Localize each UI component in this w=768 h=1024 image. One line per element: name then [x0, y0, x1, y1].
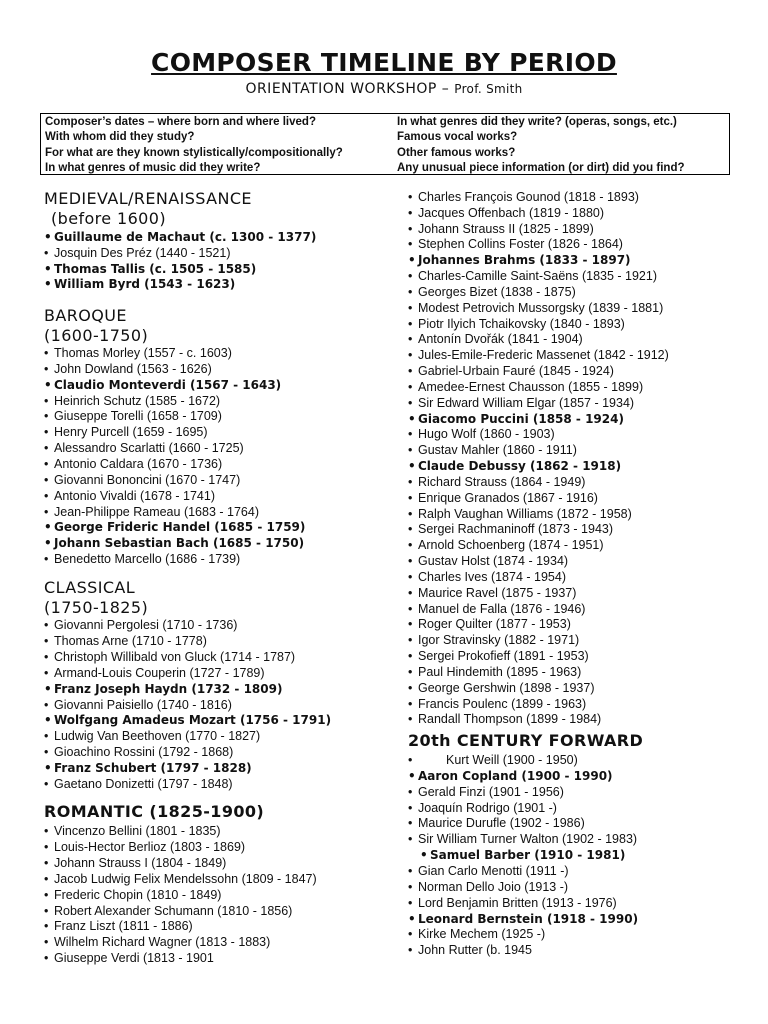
composer-entry: [44, 934, 270, 950]
composer-name: Antonio Caldara (1670 - 1736): [54, 456, 223, 471]
composer-entry: [44, 855, 226, 871]
composer-entry: [408, 926, 545, 942]
composer-entry: [408, 458, 621, 474]
author-label: Prof. Smith: [454, 82, 523, 96]
composer-name: Giovanni Bononcini (1670 - 1747): [54, 472, 241, 487]
composer-name: Kirke Mechem (1925 -): [418, 927, 546, 942]
composer-entry: [408, 300, 663, 316]
bullet-icon: •: [44, 919, 49, 934]
composer-name: Paul Hindemith (1895 - 1963): [418, 664, 582, 679]
bullet-icon: •: [408, 221, 413, 236]
composer-entry: [44, 728, 260, 744]
composer-entry: [408, 331, 583, 347]
question: With whom did they study?: [45, 131, 195, 144]
composer-name: Johann Strauss II (1825 - 1899): [418, 221, 594, 236]
bullet-icon: •: [44, 520, 52, 535]
composer-entry: [44, 229, 316, 245]
bullet-icon: •: [44, 681, 52, 696]
composer-entry: [408, 442, 577, 458]
composer-entry: [44, 245, 230, 261]
composer-entry: [44, 760, 252, 776]
composer-name: Samuel Barber (1910 - 1981): [430, 848, 626, 863]
composer-name: Maurice Ravel (1875 - 1937): [418, 585, 577, 600]
composer-name: Antonio Vivaldi (1678 - 1741): [54, 488, 215, 503]
workshop-label: ORIENTATION WORKSHOP –: [245, 81, 450, 97]
composer-name: Gerald Finzi (1901 - 1956): [418, 784, 564, 799]
bullet-icon: •: [408, 190, 413, 204]
composer-name: Kurt Weill (1900 - 1950): [446, 753, 578, 767]
composer-name: Thomas Arne (1710 - 1778): [54, 633, 207, 648]
composer-name: Gioachino Rossini (1792 - 1868): [54, 745, 234, 760]
bullet-icon: •: [44, 649, 49, 664]
bullet-icon: •: [408, 459, 416, 474]
composer-name: William Byrd (1543 - 1623): [54, 277, 236, 292]
bullet-icon: •: [408, 895, 413, 910]
composer-entry: [408, 879, 568, 895]
bullet-icon: •: [44, 377, 52, 392]
bullet-icon: •: [44, 903, 49, 918]
bullet-icon: •: [44, 887, 49, 902]
bullet-icon: •: [44, 777, 49, 791]
composer-entry: [44, 617, 237, 633]
bullet-icon: •: [44, 745, 49, 760]
composer-name: George Frideric Handel (1685 - 1759): [54, 520, 306, 535]
bullet-icon: •: [408, 696, 413, 711]
composer-name: Aaron Copland (1900 - 1990): [418, 768, 613, 783]
composer-name: Franz Joseph Haydn (1732 - 1809): [54, 681, 283, 696]
composer-entry: [44, 776, 233, 792]
bullet-icon: •: [44, 346, 49, 360]
composer-entry: [44, 261, 256, 277]
composer-name: Jules-Emile-Frederic Massenet (1842 - 1912): [418, 348, 669, 363]
bullet-icon: •: [44, 504, 49, 519]
composer-name: Leonard Bernstein (1918 - 1990): [418, 911, 639, 926]
composer-name: Jacob Ludwig Felix Mendelssohn (1809 - 1847): [54, 871, 317, 886]
bullet-icon: •: [44, 633, 49, 648]
composer-entry: [408, 632, 579, 648]
bullet-icon: •: [44, 425, 49, 440]
bullet-icon: •: [44, 456, 49, 471]
composer-name: Manuel de Falla (1876 - 1946): [418, 601, 586, 616]
heading-medieval: MEDIEVAL/RENAISSANCE: [44, 189, 252, 208]
composer-name: Claude Debussy (1862 - 1918): [418, 459, 622, 474]
heading-baroque-dates: (1600-1750): [44, 326, 149, 345]
bullet-icon: •: [408, 617, 413, 632]
composer-name: Robert Alexander Schumann (1810 - 1856): [54, 903, 293, 918]
composer-name: Johann Sebastian Bach (1685 - 1750): [54, 536, 305, 551]
bullet-icon: •: [408, 427, 413, 442]
research-questions-box: [40, 113, 730, 175]
composer-name: Stephen Collins Foster (1826 - 1864): [418, 237, 623, 252]
bullet-icon: •: [408, 348, 413, 363]
questions-right-column: [397, 115, 685, 176]
bullet-icon: •: [408, 943, 413, 958]
bullet-icon: •: [44, 230, 52, 244]
composer-entry: [408, 347, 669, 363]
composer-entry: [408, 521, 613, 537]
heading-classical: CLASSICAL: [44, 578, 136, 597]
bullet-icon: •: [44, 713, 52, 728]
composer-entry: [44, 950, 214, 966]
heading-baroque: BAROQUE: [44, 306, 127, 325]
bullet-icon: •: [408, 816, 413, 831]
composer-entry: [408, 696, 586, 712]
heading-twentieth-century: 20th CENTURY FORWARD: [408, 731, 644, 750]
composer-name: Charles-Camille Saint-Saëns (1835 - 1921): [418, 269, 658, 284]
bullet-icon: •: [44, 277, 52, 292]
composer-name: Guillaume de Machaut (c. 1300 - 1377): [54, 230, 317, 244]
bullet-icon: •: [44, 552, 49, 567]
bullet-icon: •: [408, 649, 413, 664]
questions-left-column: [45, 115, 343, 176]
bullet-icon: •: [44, 409, 49, 424]
composer-entry: [44, 519, 305, 535]
composer-entry: [44, 744, 233, 760]
composer-entry: [408, 268, 657, 284]
composer-entry: [44, 488, 215, 504]
heading-medieval-dates: (before 1600): [51, 209, 166, 228]
composer-name: Franz Schubert (1797 - 1828): [54, 761, 252, 776]
composer-name: Hugo Wolf (1860 - 1903): [418, 427, 555, 442]
composer-name: Randall Thompson (1899 - 1984): [418, 712, 602, 727]
composer-name: Gian Carlo Menotti (1911 -): [418, 863, 569, 878]
bullet-icon: •: [44, 935, 49, 950]
composer-entry: [408, 553, 568, 569]
bullet-icon: •: [408, 832, 413, 847]
composer-entry: [408, 648, 589, 664]
composer-entry: [408, 942, 532, 958]
composer-entry: [44, 472, 240, 488]
bullet-icon: •: [44, 361, 49, 376]
composer-name: Charles Ives (1874 - 1954): [418, 569, 566, 584]
composer-name: Giuseppe Verdi (1813 - 1901: [54, 951, 214, 966]
composer-entry: [408, 831, 637, 847]
bullet-icon: •: [44, 536, 52, 551]
composer-name: Jacques Offenbach (1819 - 1880): [418, 205, 605, 220]
composer-entry: [44, 393, 220, 409]
composer-name: Wolfgang Amadeus Mozart (1756 - 1791): [54, 713, 332, 728]
composer-entry: [408, 490, 598, 506]
bullet-icon: •: [408, 205, 413, 220]
bullet-icon: •: [44, 665, 49, 680]
composer-name: Roger Quilter (1877 - 1953): [418, 617, 571, 632]
composer-entry: [44, 504, 259, 520]
composer-name: Wilhelm Richard Wagner (1813 - 1883): [54, 935, 271, 950]
composer-entry: [44, 871, 317, 887]
composer-name: Norman Dello Joio (1913 -): [418, 879, 569, 894]
composer-entry: [408, 911, 638, 927]
question: Any unusual piece information (or dirt) did you find?: [397, 161, 685, 174]
bullet-icon: •: [408, 395, 413, 410]
bullet-icon: •: [408, 601, 413, 616]
composer-entry: [44, 345, 232, 361]
composer-name: Johann Strauss I (1804 - 1849): [54, 855, 227, 870]
bullet-icon: •: [408, 474, 413, 489]
question: In what genres of music did they write?: [45, 161, 261, 174]
bullet-icon: •: [408, 927, 413, 942]
question: Other famous works?: [397, 146, 516, 159]
bullet-icon: •: [44, 761, 52, 776]
composer-entry: [420, 847, 625, 863]
composer-entry: [408, 221, 594, 237]
composer-name: Louis-Hector Berlioz (1803 - 1869): [54, 839, 246, 854]
composer-entry: [44, 276, 235, 292]
bullet-icon: •: [408, 411, 416, 426]
composer-name: Antonín Dvořák (1841 - 1904): [418, 332, 583, 347]
composer-name: Igor Stravinsky (1882 - 1971): [418, 633, 580, 648]
composer-name: Sergei Prokofieff (1891 - 1953): [418, 649, 589, 664]
composer-entry: [44, 424, 208, 440]
heading-romantic: ROMANTIC (1825-1900): [44, 802, 265, 821]
composer-name: Josquin Des Préz (1440 - 1521): [54, 245, 231, 260]
heading-classical-dates: (1750-1825): [44, 598, 149, 617]
bullet-icon: •: [44, 855, 49, 870]
composer-entry: [408, 752, 578, 768]
composer-name: Sir Edward William Elgar (1857 - 1934): [418, 395, 635, 410]
composer-entry: [44, 440, 244, 456]
composer-entry: [408, 784, 564, 800]
composer-name: Giovanni Pergolesi (1710 - 1736): [54, 618, 238, 632]
composer-name: Maurice Durufle (1902 - 1986): [418, 816, 585, 831]
composer-entry: [408, 616, 571, 632]
composer-entry: [408, 316, 625, 332]
composer-name: Amedee-Ernest Chausson (1855 - 1899): [418, 379, 644, 394]
bullet-icon: •: [408, 538, 413, 553]
bullet-icon: •: [408, 585, 413, 600]
composer-entry: [44, 361, 212, 377]
composer-entry: [408, 537, 604, 553]
composer-name: Benedetto Marcello (1686 - 1739): [54, 552, 241, 567]
question: Composer’s dates – where born and where lived?: [45, 116, 316, 128]
composer-name: Alessandro Scarlatti (1660 - 1725): [54, 441, 244, 456]
composer-entry: [44, 408, 222, 424]
composer-entry: [408, 411, 624, 427]
composer-entry: [44, 712, 331, 728]
composer-name: Richard Strauss (1864 - 1949): [418, 474, 586, 489]
composer-entry: [44, 665, 265, 681]
composer-name: Giuseppe Torelli (1658 - 1709): [54, 409, 222, 424]
composer-entry: [408, 236, 623, 252]
bullet-icon: •: [408, 490, 413, 505]
bullet-icon: •: [408, 300, 413, 315]
composer-entry: [44, 456, 222, 472]
composer-name: Heinrich Schutz (1585 - 1672): [54, 393, 221, 408]
bullet-icon: •: [408, 753, 413, 767]
bullet-icon: •: [44, 393, 49, 408]
bullet-icon: •: [408, 911, 416, 926]
bullet-icon: •: [44, 472, 49, 487]
composer-entry: [408, 815, 585, 831]
bullet-icon: •: [408, 522, 413, 537]
composer-entry: [408, 252, 631, 268]
composer-name: Frederic Chopin (1810 - 1849): [54, 887, 222, 902]
composer-name: Thomas Morley (1557 - c. 1603): [54, 346, 232, 360]
bullet-icon: •: [408, 569, 413, 584]
composer-name: Enrique Granados (1867 - 1916): [418, 490, 598, 505]
page-title: COMPOSER TIMELINE BY PERIOD: [151, 48, 617, 77]
composer-entry: [408, 680, 594, 696]
composer-name: Gustav Mahler (1860 - 1911): [418, 443, 577, 458]
composer-name: Georges Bizet (1838 - 1875): [418, 284, 576, 299]
composer-entry: [44, 887, 221, 903]
bullet-icon: •: [44, 245, 49, 260]
composer-entry: [408, 585, 576, 601]
composer-name: Joaquín Rodrigo (1901 -): [418, 800, 557, 815]
composer-entry: [408, 426, 555, 442]
bullet-icon: •: [420, 848, 428, 863]
composer-entry: [408, 363, 614, 379]
composer-entry: [44, 681, 282, 697]
composer-entry: [44, 633, 207, 649]
bullet-icon: •: [44, 618, 49, 632]
composer-entry: [408, 474, 585, 490]
composer-name: Vincenzo Bellini (1801 - 1835): [54, 824, 221, 838]
bullet-icon: •: [408, 784, 413, 799]
composer-entry: [44, 839, 245, 855]
composer-entry: [408, 601, 585, 617]
composer-name: Charles François Gounod (1818 - 1893): [418, 190, 639, 204]
composer-entry: [408, 379, 643, 395]
composer-name: Johannes Brahms (1833 - 1897): [418, 253, 631, 268]
composer-entry: [408, 205, 604, 221]
composer-name: Gabriel-Urbain Fauré (1845 - 1924): [418, 364, 614, 379]
bullet-icon: •: [408, 863, 413, 878]
composer-entry: [44, 823, 221, 839]
bullet-icon: •: [408, 253, 416, 268]
composer-entry: [408, 569, 566, 585]
composer-name: Giacomo Puccini (1858 - 1924): [418, 411, 624, 426]
bullet-icon: •: [44, 488, 49, 503]
bullet-icon: •: [44, 871, 49, 886]
composer-entry: [408, 189, 639, 205]
bullet-icon: •: [408, 364, 413, 379]
composer-name: Gustav Holst (1874 - 1934): [418, 554, 569, 569]
page-subtitle: [0, 81, 768, 97]
composer-entry: [408, 895, 617, 911]
composer-entry: [44, 903, 292, 919]
bullet-icon: •: [408, 332, 413, 347]
bullet-icon: •: [44, 697, 49, 712]
composer-entry: [44, 377, 281, 393]
bullet-icon: •: [408, 284, 413, 299]
composer-entry: [408, 284, 576, 300]
bullet-icon: •: [408, 664, 413, 679]
composer-name: Thomas Tallis (c. 1505 - 1585): [54, 261, 257, 276]
bullet-icon: •: [44, 839, 49, 854]
composer-entry: [408, 768, 613, 784]
composer-name: Ralph Vaughan Williams (1872 - 1958): [418, 506, 632, 521]
composer-name: Francis Poulenc (1899 - 1963): [418, 696, 587, 711]
bullet-icon: •: [44, 824, 49, 838]
composer-name: Ludwig Van Beethoven (1770 - 1827): [54, 729, 261, 744]
composer-name: Gaetano Donizetti (1797 - 1848): [54, 777, 233, 791]
composer-entry: [44, 551, 240, 567]
composer-name: George Gershwin (1898 - 1937): [418, 680, 595, 695]
composer-name: Lord Benjamin Britten (1913 - 1976): [418, 895, 617, 910]
composer-entry: [408, 711, 601, 727]
bullet-icon: •: [44, 441, 49, 456]
composer-name: Armand-Louis Couperin (1727 - 1789): [54, 665, 265, 680]
composer-entry: [408, 395, 634, 411]
composer-entry: [44, 918, 193, 934]
composer-name: Jean-Philippe Rameau (1683 - 1764): [54, 504, 259, 519]
question: For what are they known stylistically/compositionally?: [45, 146, 343, 159]
composer-name: Sergei Rachmaninoff (1873 - 1943): [418, 522, 614, 537]
bullet-icon: •: [408, 379, 413, 394]
bullet-icon: •: [44, 951, 49, 966]
composer-name: Giovanni Paisiello (1740 - 1816): [54, 697, 232, 712]
bullet-icon: •: [408, 768, 416, 783]
bullet-icon: •: [408, 316, 413, 331]
composer-entry: [44, 649, 295, 665]
composer-entry: [44, 697, 232, 713]
composer-name: Christoph Willibald von Gluck (1714 - 1787): [54, 649, 296, 664]
composer-name: Henry Purcell (1659 - 1695): [54, 425, 208, 440]
bullet-icon: •: [408, 269, 413, 284]
composer-entry: [408, 506, 632, 522]
bullet-icon: •: [44, 729, 49, 744]
bullet-icon: •: [408, 237, 413, 252]
bullet-icon: •: [408, 633, 413, 648]
composer-entry: [44, 535, 304, 551]
composer-name: Claudio Monteverdi (1567 - 1643): [54, 377, 282, 392]
composer-name: Sir William Turner Walton (1902 - 1983): [418, 832, 638, 847]
composer-name: John Rutter (b. 1945: [418, 943, 532, 958]
composer-entry: [408, 800, 557, 816]
composer-name: Arnold Schoenberg (1874 - 1951): [418, 538, 604, 553]
bullet-icon: •: [408, 680, 413, 695]
composer-name: Franz Liszt (1811 - 1886): [54, 919, 193, 934]
bullet-icon: •: [408, 879, 413, 894]
question: In what genres did they write? (operas, songs, etc.): [397, 116, 677, 128]
bullet-icon: •: [408, 506, 413, 521]
bullet-icon: •: [408, 712, 413, 727]
composer-name: Modest Petrovich Mussorgsky (1839 - 1881): [418, 300, 664, 315]
composer-entry: [408, 664, 581, 680]
bullet-icon: •: [44, 261, 52, 276]
composer-name: John Dowland (1563 - 1626): [54, 361, 212, 376]
composer-name: Piotr Ilyich Tchaikovsky (1840 - 1893): [418, 316, 625, 331]
question: Famous vocal works?: [397, 131, 518, 144]
bullet-icon: •: [408, 554, 413, 569]
composer-entry: [408, 863, 569, 879]
bullet-icon: •: [408, 443, 413, 458]
bullet-icon: •: [408, 800, 413, 815]
